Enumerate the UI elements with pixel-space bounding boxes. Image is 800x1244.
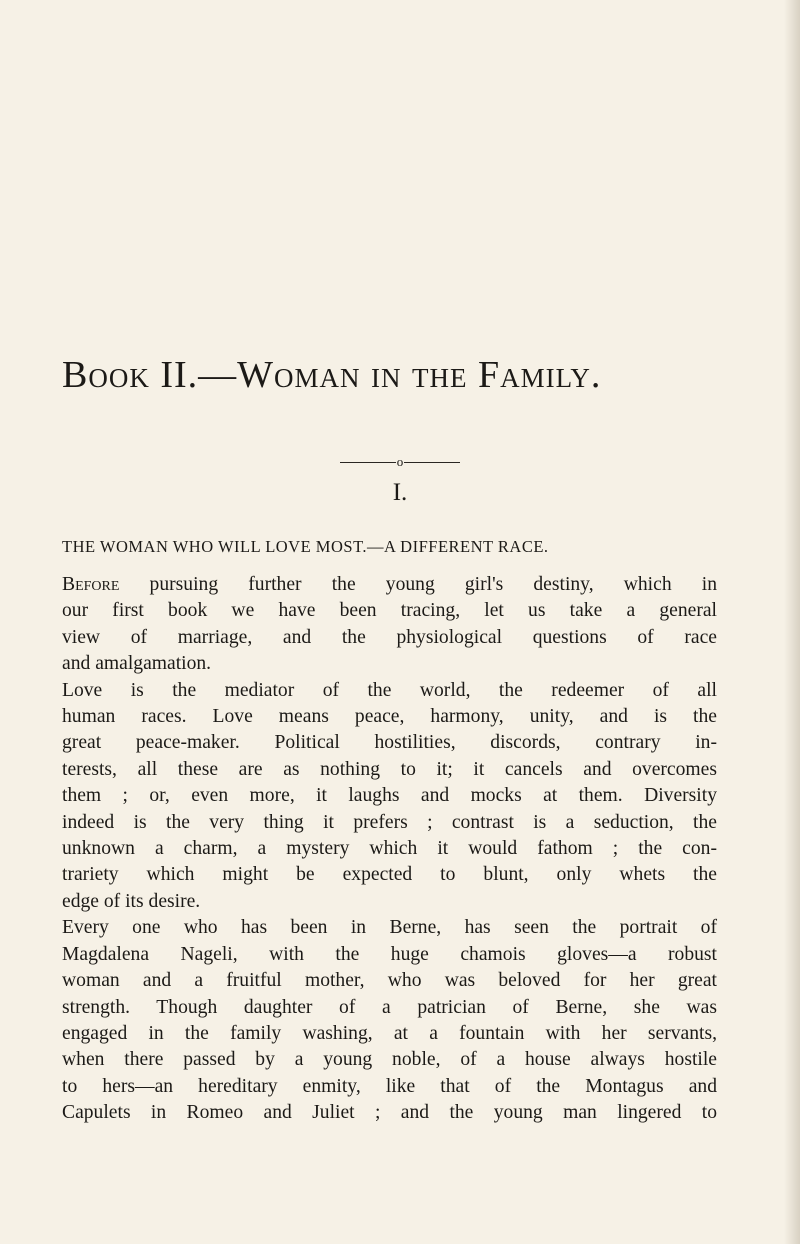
text-line: edge of its desire. [62, 890, 201, 912]
body-text [62, 572, 717, 1127]
text-line: them ; or, even more, it laughs and mocks at them. Diversity [62, 785, 717, 807]
text-line: Capulets in Romeo and Juliet ; and the young man lingered to [62, 1102, 717, 1124]
text-line: great peace-maker. Political hostilities, discords, contrary in- [62, 732, 717, 754]
text-line: indeed is the very thing it prefers ; contrast is a seduction, the [62, 811, 717, 833]
text-line: human races. Love means peace, harmony, unity, and is the [62, 706, 717, 728]
chapter-title: THE WOMAN WHO WILL LOVE MOST.—A DIFFERENT RACE. [62, 537, 549, 556]
text-line-content: pursuing further the young girl's destiny, which in [119, 574, 717, 595]
text-line: Every one who has been in Berne, has seen the portrait of [62, 917, 717, 939]
text-line: our first book we have been tracing, let us take a general [62, 600, 717, 622]
text-line: engaged in the family washing, at a fountain with her servants, [62, 1022, 717, 1044]
text-line: Love is the mediator of the world, the redeemer of all [62, 679, 717, 701]
ornament-rule-right [404, 462, 460, 463]
text-line: terests, all these are as nothing to it; it cancels and overcomes [62, 758, 717, 780]
text-line: and amalgamation. [62, 653, 212, 675]
ornament-divider [0, 452, 800, 472]
text-line: to hers—an hereditary enmity, like that of the Montagus and [62, 1075, 717, 1097]
text-line: when there passed by a young noble, of a house always hostile [62, 1049, 717, 1071]
text-line: woman and a fruitful mother, who was beloved for her great [62, 970, 717, 992]
ornament-rule-left [340, 462, 396, 463]
book-heading: Book II.—Woman in the Family. [62, 354, 602, 397]
opening-word: Before [62, 574, 120, 595]
text-line: view of marriage, and the physiological questions of race [62, 626, 717, 648]
text-line: Magdalena Nageli, with the huge chamois gloves—a robust [62, 943, 717, 965]
text-line [62, 572, 717, 598]
page-edge-shadow [784, 0, 800, 1244]
text-line: strength. Though daughter of a patrician of Berne, she was [62, 996, 717, 1018]
chapter-number: I. [392, 479, 408, 506]
ornament-mark: o [396, 454, 404, 469]
text-line: trariety which might be expected to blunt, only whets the [62, 864, 717, 886]
text-line: unknown a charm, a mystery which it would fathom ; the con- [62, 838, 717, 860]
